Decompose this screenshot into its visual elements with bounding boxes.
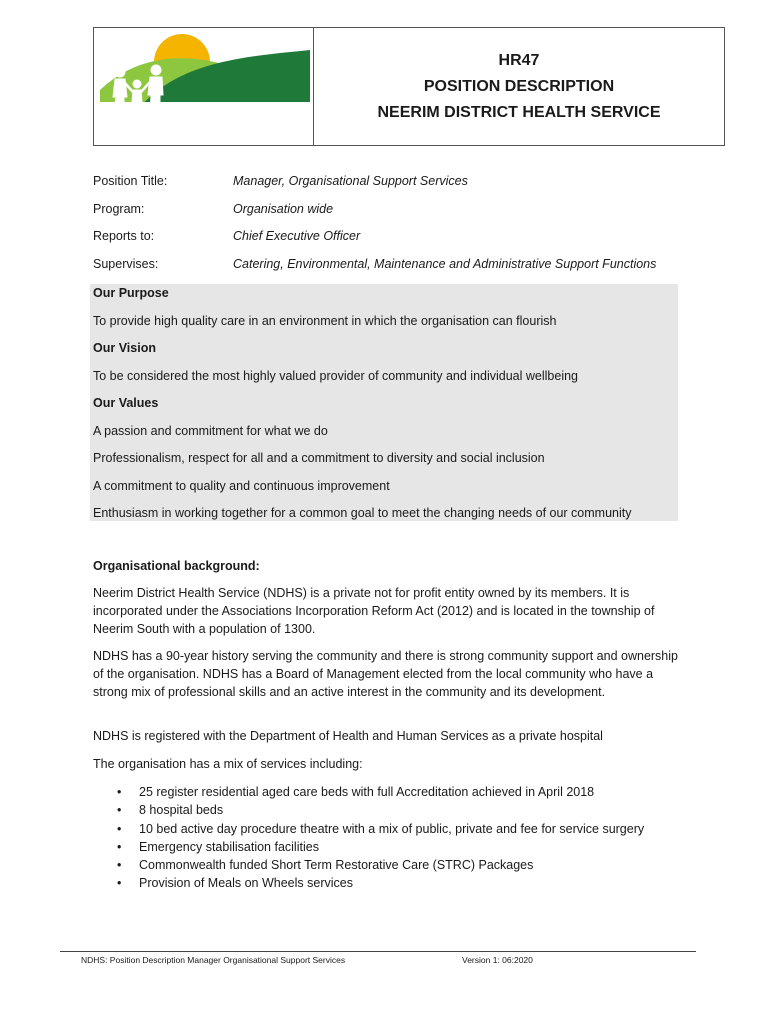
field-label: Reports to: <box>93 229 155 243</box>
purpose-text: To provide high quality care in an environment in which the organisation can flourish <box>93 313 557 328</box>
list-item: • Emergency stabilisation facilities <box>93 838 713 856</box>
vision-heading: Our Vision <box>93 341 156 355</box>
values-heading: Our Values <box>93 396 159 410</box>
family-hills-sun-logo <box>100 32 310 142</box>
list-item: • Commonwealth funded Short Term Restorative Care (STRC) Packages <box>93 856 713 874</box>
services-list-wrapper <box>93 783 713 893</box>
document-type: POSITION DESCRIPTION <box>423 77 615 95</box>
logo-cell <box>94 28 314 145</box>
document-header <box>93 27 725 146</box>
field-value: Manager, Organisational Support Services <box>233 174 468 188</box>
purpose-heading: Our Purpose <box>93 286 169 300</box>
value-item: Enthusiasm in working together for a common goal to meet the changing needs of our community <box>93 506 632 520</box>
field-label: Position Title: <box>93 174 168 188</box>
footer-divider <box>60 951 696 952</box>
purpose-vision-values-box <box>90 284 678 521</box>
list-item: • 8 hospital beds <box>93 801 713 819</box>
organisation-name: NEERIM DISTRICT HEALTH SERVICE <box>377 103 661 121</box>
background-paragraph-3: NDHS is registered with the Department of Health and Human Services as a private hospital <box>93 729 603 743</box>
field-value: Chief Executive Officer <box>233 229 361 243</box>
footer-document-title: NDHS: Position Description Manager Organisational Support Services <box>81 955 346 965</box>
field-value: Catering, Environmental, Maintenance and Administrative Support Functions <box>233 256 657 271</box>
field-row-supervises <box>93 257 693 285</box>
list-item: • 25 register residential aged care beds with full Accreditation achieved in April 2018 <box>93 783 713 801</box>
background-heading: Organisational background: <box>93 559 260 573</box>
field-row-position-title <box>93 174 693 202</box>
value-item: A commitment to quality and continuous improvement <box>93 478 390 493</box>
field-label: Program: <box>93 201 145 216</box>
field-row-program <box>93 202 693 230</box>
value-item: A passion and commitment for what we do <box>93 423 328 438</box>
document-code: HR47 <box>498 51 540 69</box>
field-value: Organisation wide <box>233 201 334 216</box>
background-paragraph-4: The organisation has a mix of services including: <box>93 757 363 771</box>
vision-text: To be considered the most highly valued provider of community and individual wellbeing <box>93 368 578 383</box>
background-paragraph-2: NDHS has a 90-year history serving the community and there is strong community support and ownership of the organisation. NDHS has a Board of Management elected from the local community who have a strong mix of professional skills and an active interest in the community and its development. <box>93 649 678 699</box>
list-item: • 10 bed active day procedure theatre with a mix of public, private and fee for service surgery <box>93 820 713 838</box>
services-list <box>93 783 713 893</box>
field-label: Supervises: <box>93 256 159 271</box>
position-fields <box>93 174 693 284</box>
header-title-cell <box>314 28 724 145</box>
list-item: • Provision of Meals on Wheels services <box>93 874 713 892</box>
value-item: Professionalism, respect for all and a commitment to diversity and social inclusion <box>93 451 545 465</box>
field-row-reports-to <box>93 229 693 257</box>
white-band-shape <box>100 102 310 142</box>
footer-version: Version 1: 06:2020 <box>462 955 533 965</box>
background-paragraph-1: Neerim District Health Service (NDHS) is a private not for profit entity owned by its members. It is incorporated under the Associations Incorporation Reform Act (2012) and is located in the township of Neerim South with a population of 1300. <box>93 586 655 636</box>
